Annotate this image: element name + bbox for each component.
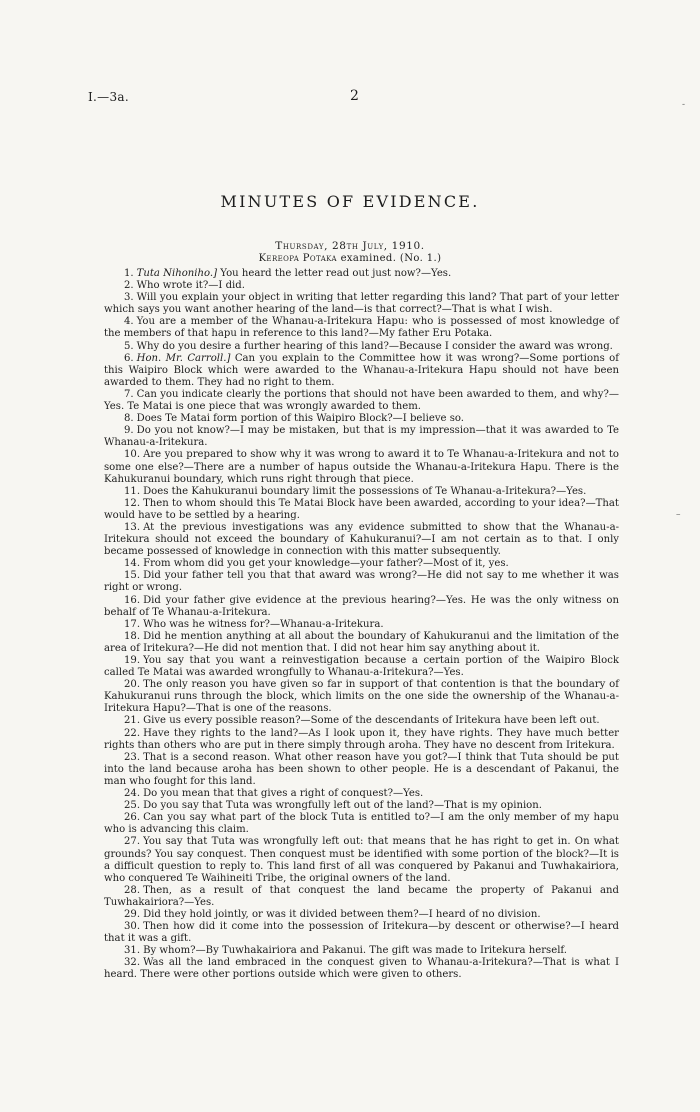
- question-answer-text: Then to whom should this Te Matai Block have been awarded, according to your idea?—That would have to be settled by a hearing.: [104, 497, 619, 521]
- question-number: 14.: [124, 558, 141, 570]
- question-number: 25.: [124, 800, 141, 812]
- evidence-entry: [104, 425, 619, 449]
- question-number: 32.: [124, 957, 141, 969]
- question-answer-text: Did your father give evidence at the previous hearing?—Yes. He was the only witness on behalf of Te Whanau-a-Iritekura.: [104, 594, 619, 618]
- question-answer-text: Do you not know?—I may be mistaken, but that is my impression—that it was awarded to Te Whanau-a-Iritekura.: [104, 425, 619, 449]
- question-answer-text: Will you explain your object in writing that letter regarding this land? That part of your letter which says you want another hearing of the land—is that correct?—That is what I wish.: [104, 292, 619, 316]
- evidence-entry: [104, 836, 619, 884]
- evidence-entry: [104, 800, 619, 812]
- evidence-entry: [104, 679, 619, 715]
- question-number: 3.: [124, 292, 134, 304]
- evidence-entry: [104, 752, 619, 788]
- question-number: 16.: [124, 594, 141, 606]
- question-number: 18.: [124, 630, 141, 642]
- question-number: 20.: [124, 679, 141, 691]
- question-number: 5.: [124, 340, 134, 352]
- evidence-body: [104, 268, 619, 982]
- question-answer-text: Do you say that Tuta was wrongfully left out of the land?—That is my opinion.: [143, 800, 542, 812]
- question-number: 1.: [124, 268, 134, 279]
- question-answer-text: Does Te Matai form portion of this Waipiro Block?—I believe so.: [136, 413, 464, 425]
- evidence-entry: [104, 449, 619, 485]
- question-answer-text: By whom?—By Tuwhakairiora and Pakanui. The gift was made to Iritekura herself.: [143, 945, 568, 957]
- question-number: 7.: [124, 388, 134, 400]
- evidence-entry: [104, 631, 619, 655]
- question-answer-text: Why do you desire a further hearing of this land?—Because I consider the award was wrong.: [136, 340, 613, 352]
- margin-mark: -: [682, 100, 686, 110]
- question-answer-text: Are you prepared to show why it was wrong to award it to Te Whanau-a-Iritekura and not to some one else?—There are a number of hapus outside the Whanau-a-Iritekura Hapu. There is the Kahukuranui boundary, which runs right through that piece.: [104, 449, 619, 485]
- evidence-entry: [104, 595, 619, 619]
- question-number: 21.: [124, 715, 141, 727]
- evidence-entry: [104, 728, 619, 752]
- question-number: 13.: [124, 521, 141, 533]
- evidence-entry: [104, 788, 619, 800]
- question-answer-text: Who wrote it?—I did.: [136, 280, 245, 292]
- question-answer-text: You say that you want a reinvestigation because a certain portion of the Waipiro Block called Te Matai was awarded wrongfully to Whanau-a-Iritekura?—Yes.: [104, 655, 619, 679]
- question-number: 30.: [124, 921, 141, 933]
- question-number: 17.: [124, 618, 141, 630]
- evidence-entry: [104, 389, 619, 413]
- evidence-entry: [104, 715, 619, 727]
- question-number: 28.: [124, 884, 141, 896]
- evidence-entry: [104, 413, 619, 425]
- evidence-entry: [104, 570, 619, 594]
- question-answer-text: Do you mean that that gives a right of conquest?—Yes.: [143, 788, 424, 800]
- question-answer-text: At the previous investigations was any evidence submitted to show that the Whanau-a-Iritekura should not exceed the boundary of Kahukuranui?—I am not certain as to that. I only became possessed of knowledge in connection with this matter subsequently.: [104, 521, 619, 558]
- evidence-entry: [104, 885, 619, 909]
- margin-mark: –: [676, 510, 681, 520]
- question-answer-text: You say that Tuta was wrongfully left out: that means that he has right to get in. On what grounds? You say conquest. Then conquest must be identified with some portion of the block?—It is a difficult question to reply to. This land first of all was conquered by Pakanui and Tuwhakairiora, who conquered Te Waihineiti Tribe, the original owners of the land.: [104, 836, 619, 884]
- question-number: 29.: [124, 908, 141, 920]
- evidence-entry: [104, 945, 619, 957]
- evidence-entry: [104, 486, 619, 498]
- question-answer-text: Give us every possible reason?—Some of the descendants of Iritekura have been left out.: [143, 715, 600, 727]
- witness-number: (No. 1.): [399, 253, 442, 264]
- question-answer-text: Can you indicate clearly the portions that should not have been awarded to them, and why?—Yes. Te Matai is one piece that was wrongly awarded to them.: [104, 388, 619, 413]
- question-number: 19.: [124, 655, 141, 666]
- question-number: 31.: [124, 945, 141, 957]
- question-answer-text: Did your father tell you that that award was wrong?—He did not say to me whether it was right or wrong.: [104, 570, 619, 594]
- evidence-entry: [104, 909, 619, 921]
- evidence-entry: [104, 268, 619, 280]
- evidence-entry: [104, 619, 619, 631]
- question-answer-text: Was all the land embraced in the conquest given to Whanau-a-Iritekura?—That is what I heard. There were other portions outside which were given to others.: [104, 957, 619, 981]
- evidence-entry: [104, 353, 619, 389]
- question-number: 26.: [124, 812, 141, 824]
- evidence-entry: [104, 280, 619, 292]
- question-number: 8.: [124, 413, 134, 425]
- witness-line: [0, 253, 700, 264]
- question-answer-text: Can you say what part of the block Tuta is entitled to?—I am the only member of my hapu who is advancing this claim.: [104, 812, 619, 836]
- question-answer-text: That is a second reason. What other reason have you got?—I think that Tuta should be put into the land because aroha has been shown to other people. He is a descendant of Pakanui, the man who fought for this land.: [104, 751, 619, 787]
- speaker-name: Hon. Mr. Carroll.]: [136, 352, 231, 364]
- question-number: 9.: [124, 425, 134, 437]
- question-answer-text: Did he mention anything at all about the boundary of Kahukuranui and the limitation of the area of Iritekura?—He did not mention that. I did not hear him say anything about it.: [104, 630, 619, 654]
- question-number: 22.: [124, 727, 141, 739]
- document-title: MINUTES OF EVIDENCE.: [220, 192, 480, 211]
- question-number: 2.: [124, 280, 134, 292]
- question-number: 15.: [124, 570, 141, 582]
- question-number: 10.: [124, 449, 141, 461]
- question-answer-text: Who was he witness for?—Whanau-a-Iritekura.: [143, 618, 384, 630]
- witness-note: examined.: [340, 253, 397, 264]
- evidence-entry: [104, 655, 619, 679]
- evidence-entry: [104, 558, 619, 570]
- page-number: 2: [350, 88, 359, 104]
- question-number: 24.: [124, 788, 141, 800]
- paper-reference: I.—3a.: [88, 90, 129, 104]
- question-answer-text: Can you explain to the Committee how it was wrong?—Some portions of this Waipiro Block which were awarded to the Whanau-a-Iritekura Hapu should not have been awarded to them. They had no right to them.: [104, 352, 619, 388]
- hearing-date: Thursday, 28th July, 1910.: [275, 240, 425, 252]
- question-number: 11.: [124, 485, 141, 497]
- question-answer-text: Then how did it come into the possession of Iritekura—by descent or otherwise?—I heard that it was a gift.: [104, 921, 619, 945]
- speaker-name: Tuta Nihoniho.]: [136, 268, 218, 279]
- question-answer-text: You heard the letter read out just now?—Yes.: [220, 268, 452, 279]
- evidence-entry: [104, 921, 619, 945]
- witness-name: Kereopa Potaka: [258, 253, 337, 264]
- evidence-entry: [104, 957, 619, 981]
- question-number: 23.: [124, 751, 141, 763]
- evidence-entry: [104, 316, 619, 340]
- question-answer-text: Then, as a result of that conquest the land became the property of Pakanui and Tuwhakairiora?—Yes.: [104, 884, 619, 908]
- question-number: 6.: [124, 352, 134, 364]
- question-number: 27.: [124, 836, 141, 848]
- question-answer-text: Did they hold jointly, or was it divided between them?—I heard of no division.: [143, 908, 541, 920]
- evidence-entry: [104, 341, 619, 353]
- question-answer-text: The only reason you have given so far in support of that contention is that the boundary of Kahukuranui runs through the block, which limits on the one side the ownership of the Whanau-a-Iritekura Hapu?—That is one of the reasons.: [104, 679, 619, 715]
- evidence-entry: [104, 498, 619, 522]
- evidence-entry: [104, 522, 619, 558]
- evidence-entry: [104, 292, 619, 316]
- question-answer-text: Does the Kahukuranui boundary limit the possessions of Te Whanau-a-Iritekura?—Yes.: [143, 485, 587, 497]
- question-answer-text: You are a member of the Whanau-a-Iritekura Hapu: who is possessed of most knowledge of the members of that hapu in reference to this land?—My father Eru Potaka.: [104, 316, 619, 340]
- evidence-entry: [104, 812, 619, 836]
- question-answer-text: Have they rights to the land?—As I look upon it, they have rights. They have much better rights than others who are put in there simply through aroha. They have no descent from Iritekura.: [104, 727, 619, 751]
- question-answer-text: From whom did you get your knowledge—your father?—Most of it, yes.: [143, 558, 509, 570]
- question-number: 4.: [124, 316, 134, 328]
- question-number: 12.: [124, 497, 141, 509]
